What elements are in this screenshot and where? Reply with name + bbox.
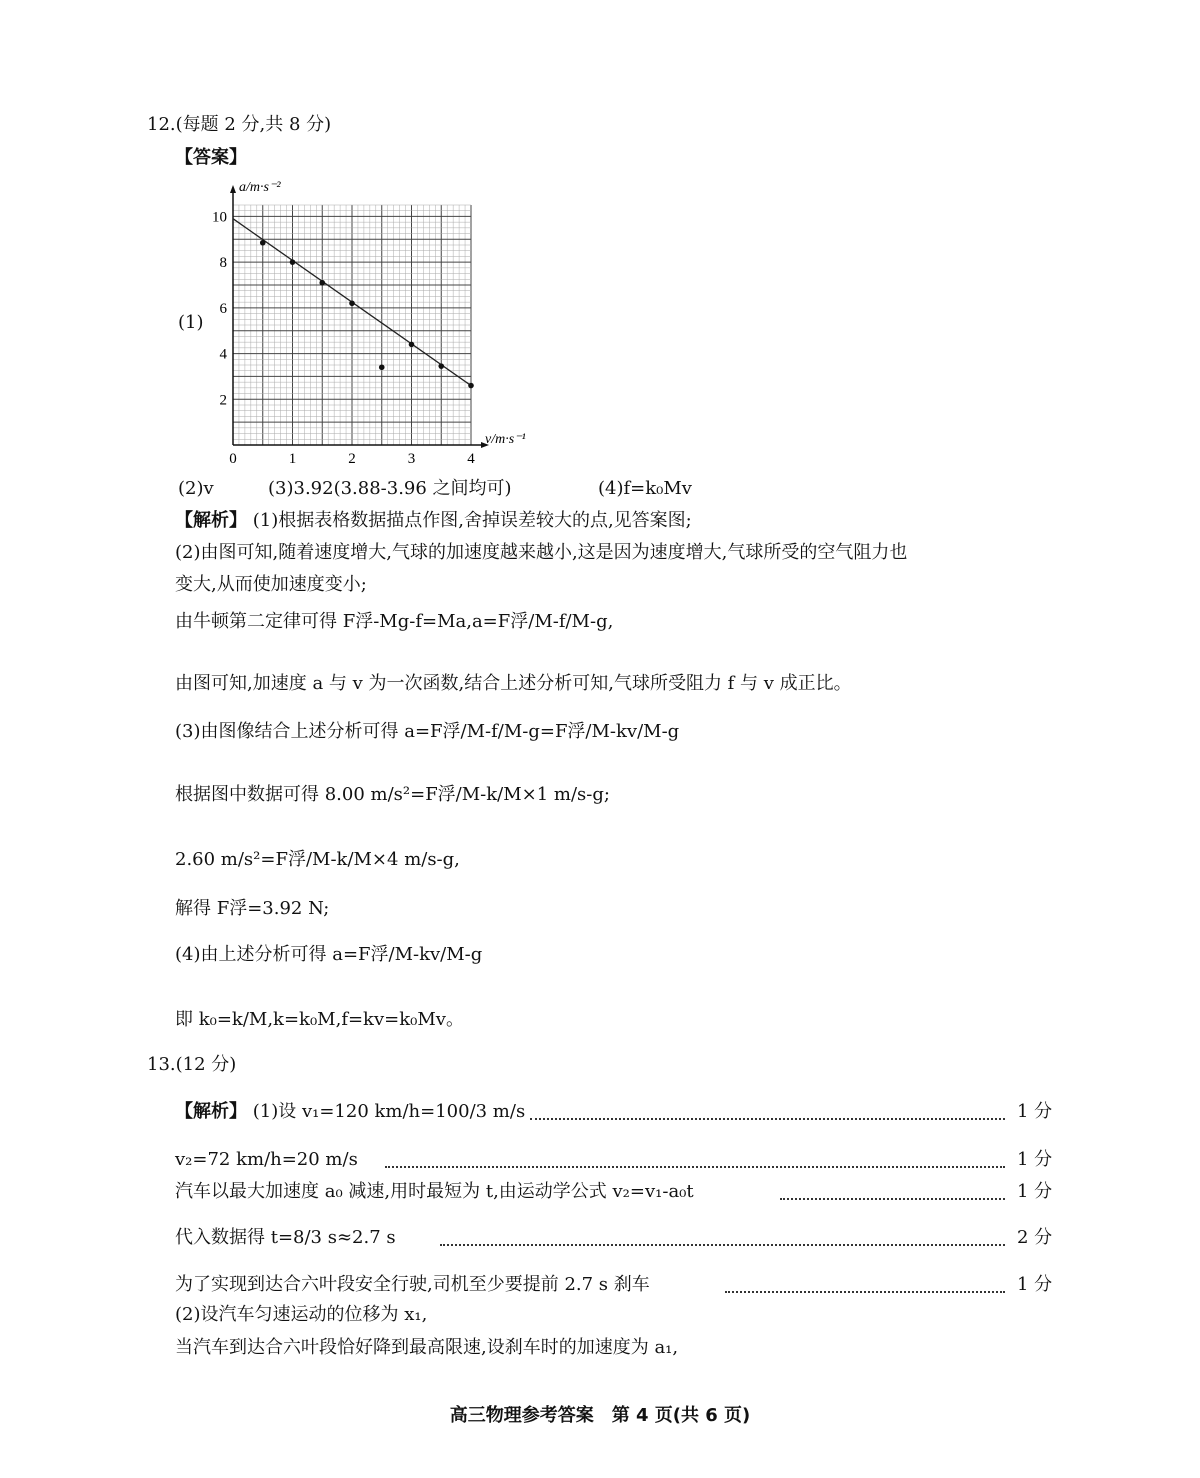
data-point bbox=[319, 280, 325, 286]
x-tick-label: 3 bbox=[407, 451, 416, 467]
y-axis-label: a/m·s⁻² bbox=[239, 180, 281, 195]
answer-part3: (3)3.92(3.88-3.96 之间均可) bbox=[268, 478, 512, 499]
q13-line-6: (2)设汽车匀速运动的位移为 x₁, bbox=[175, 1304, 428, 1325]
y-tick-label: 6 bbox=[219, 300, 227, 317]
q13-line-5-points: 1 分 bbox=[1017, 1274, 1053, 1295]
analysis-text-1: (1)根据表格数据描点作图,舍掉误差较大的点,见答案图; bbox=[252, 510, 692, 531]
data-point bbox=[260, 240, 266, 246]
newton-equation: 由牛顿第二定律可得 F浮-Mg-f=Ma,a=F浮/M-f/M-g, bbox=[175, 611, 614, 632]
part4-analysis: (4)由上述分析可得 a=F浮/M-kv/M-g bbox=[175, 944, 483, 965]
leader-dots bbox=[725, 1291, 1005, 1293]
linear-relation-text: 由图可知,加速度 a 与 v 为一次函数,结合上述分析可知,气球所受阻力 f 与 v 成正比。 bbox=[175, 673, 852, 694]
q13-line-1 bbox=[175, 1100, 525, 1124]
page-footer: 高三物理参考答案 第 4 页(共 6 页) bbox=[449, 1405, 751, 1426]
x-tick-label: 0 bbox=[229, 451, 237, 467]
y-tick-label: 8 bbox=[219, 255, 227, 272]
q13-line-2-points: 1 分 bbox=[1017, 1149, 1053, 1170]
analysis-label: 【解析】 bbox=[175, 510, 247, 531]
x-tick-label: 2 bbox=[348, 451, 356, 467]
data-point bbox=[409, 342, 415, 348]
y-tick-label: 10 bbox=[212, 209, 227, 226]
leader-dots bbox=[530, 1118, 1005, 1120]
x-tick-label: 1 bbox=[288, 451, 297, 467]
q13-line-1-points: 1 分 bbox=[1017, 1101, 1053, 1122]
q13-line-4-points: 2 分 bbox=[1017, 1227, 1053, 1248]
x-tick-label: 4 bbox=[467, 451, 475, 467]
answer-part4: (4)f=k₀Mv bbox=[598, 478, 692, 499]
data-point bbox=[290, 259, 296, 265]
leader-dots bbox=[385, 1166, 1005, 1168]
data-equation-1: 根据图中数据可得 8.00 m/s²=F浮/M-k/M×1 m/s-g; bbox=[175, 784, 610, 805]
leader-dots bbox=[780, 1198, 1005, 1200]
acceleration-velocity-chart bbox=[205, 175, 545, 475]
answer-part2: (2)v bbox=[178, 478, 214, 499]
q13-analysis-label: 【解析】 bbox=[175, 1101, 247, 1122]
q13-line-5: 为了实现到达合六叶段安全行驶,司机至少要提前 2.7 s 刹车 bbox=[175, 1274, 650, 1295]
q12-header: 12.(每题 2 分,共 8 分) bbox=[147, 114, 332, 135]
data-point bbox=[349, 300, 355, 306]
y-axis-arrow bbox=[230, 185, 236, 193]
analysis-line-3: 变大,从而使加速度变小; bbox=[175, 574, 367, 595]
data-equation-2: 2.60 m/s²=F浮/M-k/M×4 m/s-g, bbox=[175, 849, 460, 870]
q13-line-1-text: (1)设 v₁=120 km/h=100/3 m/s bbox=[252, 1101, 526, 1122]
part3-analysis: (3)由图像结合上述分析可得 a=F浮/M-f/M-g=F浮/M-kv/M-g bbox=[175, 721, 680, 742]
part1-label: (1) bbox=[178, 312, 204, 333]
q13-line-7: 当汽车到达合六叶段恰好降到最高限速,设刹车时的加速度为 a₁, bbox=[175, 1337, 679, 1358]
data-point bbox=[379, 364, 385, 370]
q13-header: 13.(12 分) bbox=[147, 1054, 237, 1075]
q13-line-3: 汽车以最大加速度 a₀ 减速,用时最短为 t,由运动学公式 v₂=v₁-a₀t bbox=[175, 1181, 694, 1202]
data-point bbox=[438, 363, 444, 369]
k0-relation: 即 k₀=k/M,k=k₀M,f=kv=k₀Mv。 bbox=[175, 1009, 464, 1030]
analysis-line-1 bbox=[175, 509, 692, 533]
data-point bbox=[468, 383, 474, 389]
answer-label: 【答案】 bbox=[175, 147, 247, 168]
leader-dots bbox=[440, 1244, 1005, 1246]
q13-line-2: v₂=72 km/h=20 m/s bbox=[175, 1149, 358, 1170]
q13-line-4: 代入数据得 t=8/3 s≈2.7 s bbox=[175, 1227, 396, 1248]
y-tick-label: 2 bbox=[219, 392, 227, 409]
q13-line-3-points: 1 分 bbox=[1017, 1181, 1053, 1202]
analysis-line-2: (2)由图可知,随着速度增大,气球的加速度越来越小,这是因为速度增大,气球所受的空气阻力也 bbox=[175, 542, 908, 563]
x-axis-label: v/m·s⁻¹ bbox=[485, 432, 526, 447]
solve-buoyancy: 解得 F浮=3.92 N; bbox=[175, 898, 330, 919]
y-tick-label: 4 bbox=[219, 346, 227, 363]
